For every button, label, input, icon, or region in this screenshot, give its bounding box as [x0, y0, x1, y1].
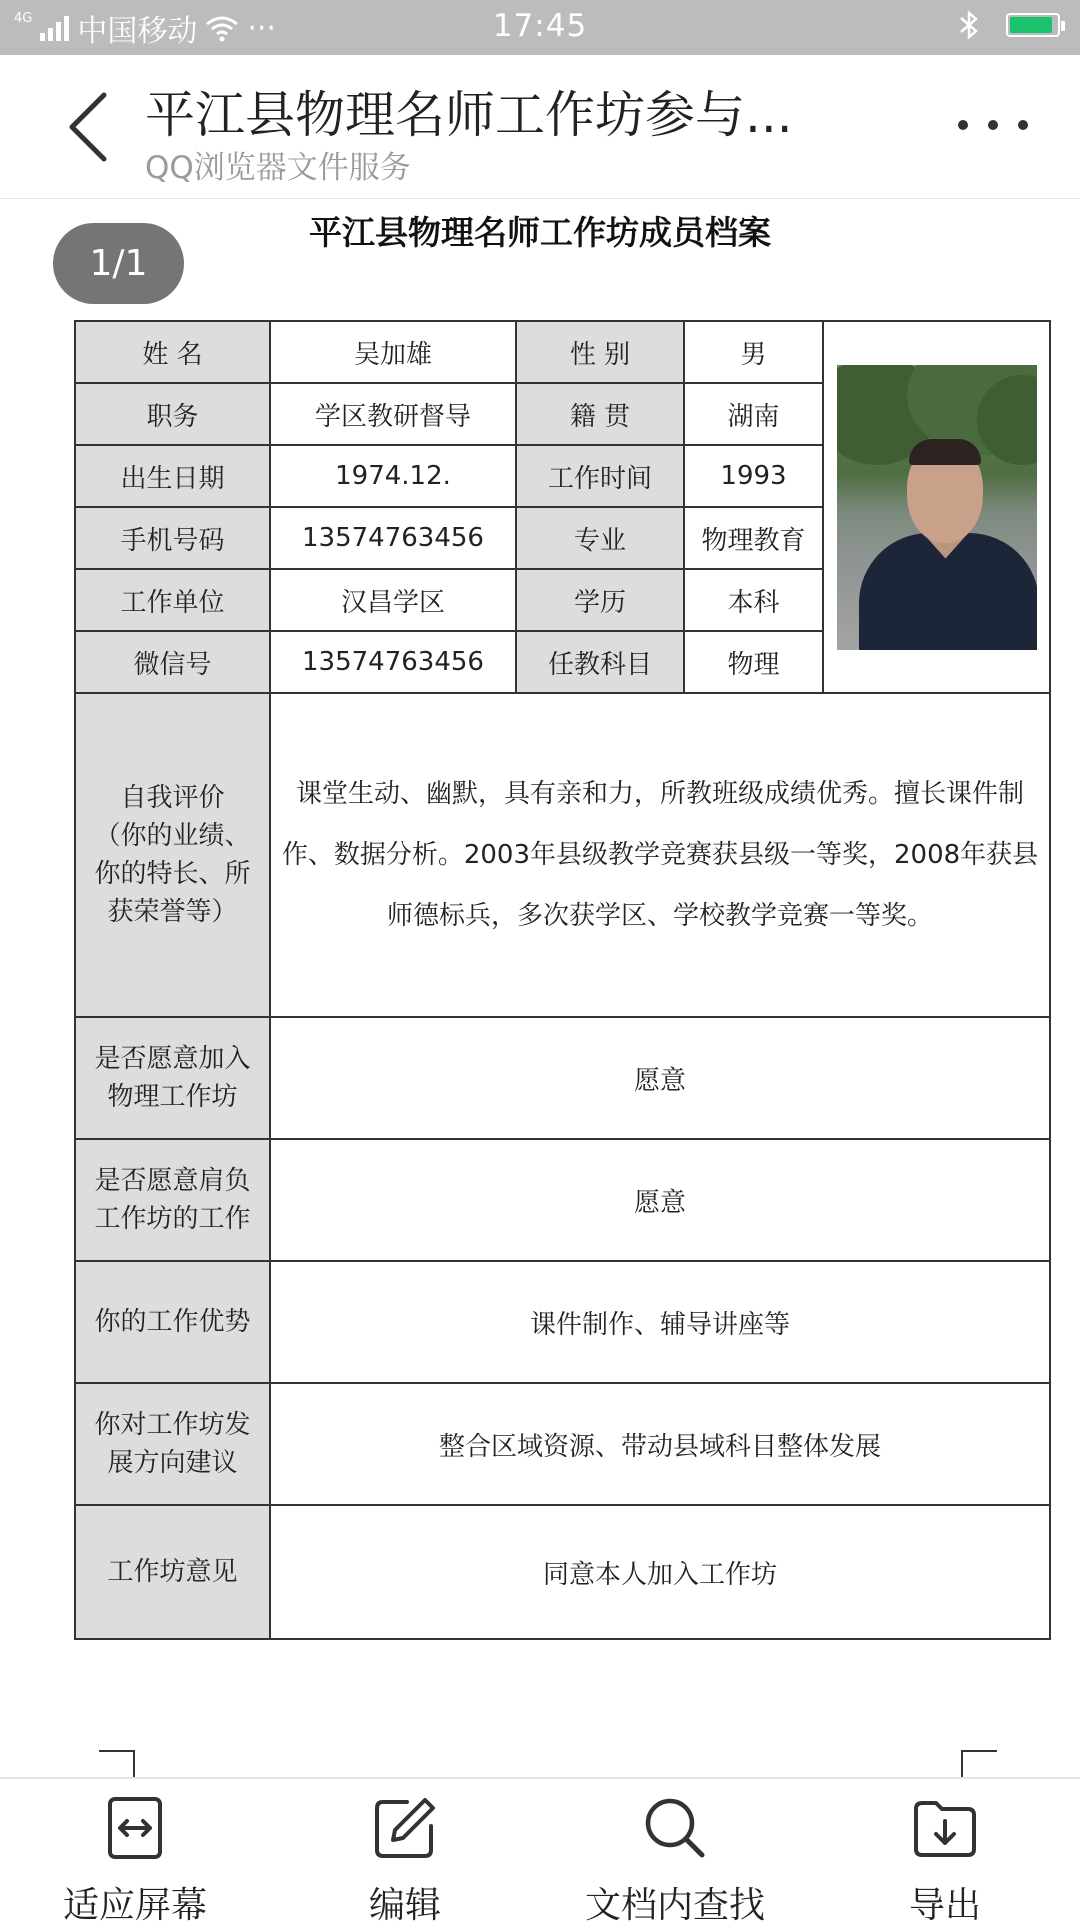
value-self-evaluation: 课堂生动、幽默，具有亲和力，所教班级成绩优秀。擅长课件制作、数据分析。2003年县级教学竞赛获县级一等奖，2008年获县师德标兵，多次获学区、学校教学竞赛一等奖。 [270, 693, 1050, 1017]
fit-screen-icon [107, 1796, 163, 1860]
label-subject: 任教科目 [516, 631, 684, 693]
value-development-suggestion: 整合区域资源、带动县域科目整体发展 [270, 1383, 1050, 1505]
value-position: 学区教研督导 [270, 383, 516, 445]
value-workplace: 汉昌学区 [270, 569, 516, 631]
label-development-suggestion: 你对工作坊发 展方向建议 [75, 1383, 270, 1505]
value-birth-date: 1974.12. [270, 445, 516, 507]
value-work-start: 1993 [684, 445, 823, 507]
clock: 17:45 [492, 8, 588, 44]
value-phone: 13574763456 [270, 507, 516, 569]
label-workshop-opinion: 工作坊意见 [75, 1505, 270, 1639]
bottom-toolbar [0, 1777, 1080, 1926]
find-in-document-label: 文档内查找 [584, 1885, 765, 1926]
label-willing-to-join: 是否愿意加入 物理工作坊 [75, 1017, 270, 1139]
label-birth-date: 出生日期 [75, 445, 270, 507]
label-willing-to-work: 是否愿意肩负 工作坊的工作 [75, 1139, 270, 1261]
app-header [0, 55, 1080, 199]
document-title: 平江县物理名师工作坊成员档案 [309, 213, 771, 252]
member-photo [837, 365, 1037, 650]
file-service-subtitle: QQ浏览器文件服务 [145, 150, 411, 186]
label-gender: 性 别 [516, 321, 684, 383]
value-hometown: 湖南 [684, 383, 823, 445]
edit-label: 编辑 [368, 1885, 441, 1926]
label-major: 专业 [516, 507, 684, 569]
network-type: 4G [14, 10, 33, 26]
export-label: 导出 [908, 1885, 981, 1926]
label-work-advantage: 你的工作优势 [75, 1261, 270, 1383]
label-self-evaluation: 自我评价 （你的业绩、 你的特长、所 获荣誉等） [75, 693, 270, 1017]
value-major: 物理教育 [684, 507, 823, 569]
export-button[interactable] [835, 1793, 1055, 1928]
back-button[interactable] [58, 87, 118, 167]
table-row [75, 1017, 1050, 1139]
edit-button[interactable] [295, 1793, 515, 1928]
more-indicator-dots: ··· [247, 10, 276, 46]
value-subject: 物理 [684, 631, 823, 693]
document-viewer[interactable] [0, 199, 1080, 1777]
table-row [75, 1261, 1050, 1383]
label-education: 学历 [516, 569, 684, 631]
page-indicator: 1/1 [53, 223, 184, 304]
status-bar [0, 0, 1080, 55]
battery-icon [1006, 13, 1060, 37]
back-arrow-icon [66, 91, 110, 163]
member-archive-table [74, 320, 1051, 1640]
carrier-name: 中国移动 [77, 14, 198, 49]
value-willing-to-join: 愿意 [270, 1017, 1050, 1139]
page-corner-mark-left [99, 1750, 135, 1778]
more-options-button[interactable] [958, 105, 1028, 145]
bluetooth-icon [958, 10, 980, 40]
more-dots-icon [958, 120, 968, 130]
search-icon [642, 1795, 708, 1861]
page-corner-mark-right [961, 1750, 997, 1778]
table-row [75, 1139, 1050, 1261]
label-work-start: 工作时间 [516, 445, 684, 507]
table-row [75, 1505, 1050, 1639]
value-education: 本科 [684, 569, 823, 631]
label-position: 职务 [75, 383, 270, 445]
table-row [75, 1383, 1050, 1505]
file-title: 平江县物理名师工作坊参与... [145, 86, 793, 144]
value-workshop-opinion: 同意本人加入工作坊 [270, 1505, 1050, 1639]
find-in-document-button[interactable] [565, 1793, 785, 1928]
edit-icon [373, 1796, 437, 1860]
label-hometown: 籍 贯 [516, 383, 684, 445]
value-willing-to-work: 愿意 [270, 1139, 1050, 1261]
table-row [75, 321, 1050, 383]
value-wechat: 13574763456 [270, 631, 516, 693]
label-workplace: 工作单位 [75, 569, 270, 631]
export-icon [912, 1797, 978, 1859]
value-name: 吴加雄 [270, 321, 516, 383]
value-gender: 男 [684, 321, 823, 383]
label-phone: 手机号码 [75, 507, 270, 569]
fit-screen-label: 适应屏幕 [62, 1885, 207, 1926]
value-work-advantage: 课件制作、辅导讲座等 [270, 1261, 1050, 1383]
label-name: 姓 名 [75, 321, 270, 383]
table-row [75, 693, 1050, 1017]
fit-screen-button[interactable] [25, 1793, 245, 1928]
label-wechat: 微信号 [75, 631, 270, 693]
photo-cell [823, 321, 1050, 693]
